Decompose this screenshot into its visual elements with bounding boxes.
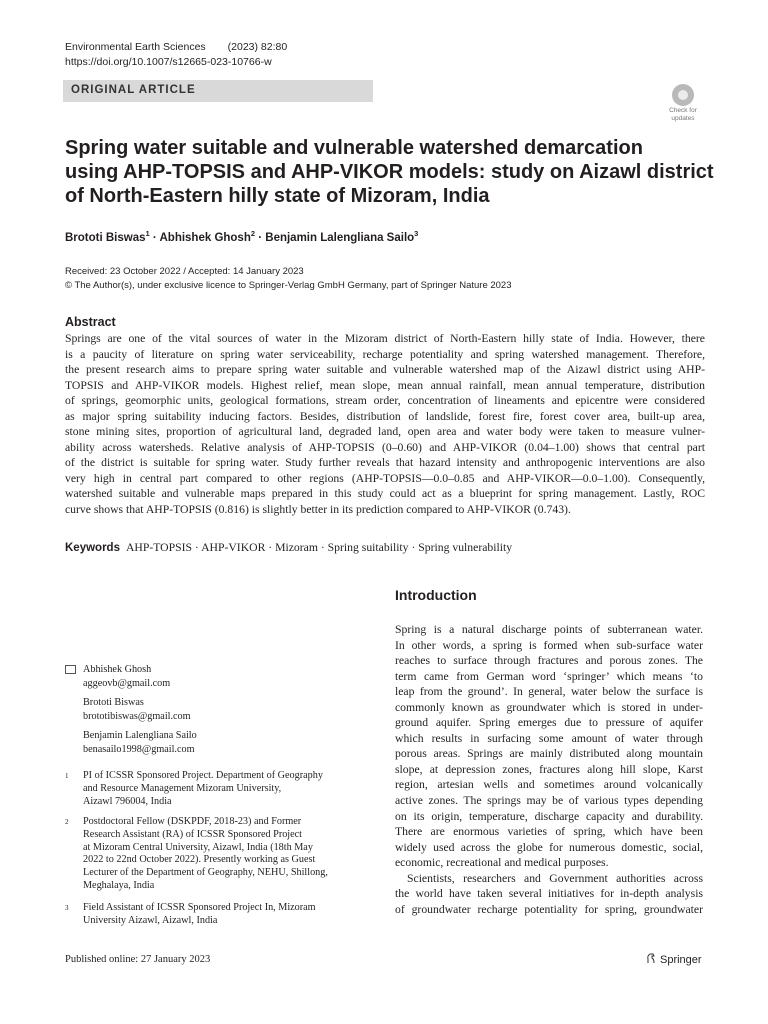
introduction-line: slope, at depression zones, fractures along hill slope, Karst [395, 762, 703, 776]
author-separator: · [149, 231, 160, 244]
keywords-line [65, 541, 512, 554]
introduction-line: Scientists, researchers and Government authorities across [407, 871, 703, 885]
introduction-line: There are enormous varieties of spring, which have been [395, 825, 703, 839]
author-list [65, 229, 418, 244]
contact-block [65, 663, 197, 762]
contact-entry [83, 696, 197, 723]
introduction-line: on its origin, temperature, discharge capacity and durability. [395, 809, 703, 823]
abstract-line: of springs, geomorphic units, geological formations, stream order, concentration of lineaments and epicentre were considered [65, 394, 705, 407]
affiliation-line: University Aizawl, Aizawl, India [83, 914, 218, 926]
introduction-line: porous areas. Springs are mainly distributed along mountain [395, 747, 703, 761]
introduction-line: commonly known as groundwater which is stored in under- [395, 700, 703, 714]
abstract-line: TOPSIS and AHP-VIKOR models. Highest relief, mean slope, mean annual rainfall, mean annual temperature, distribution [65, 378, 705, 392]
doi-link[interactable]: https://doi.org/10.1007/s12665-023-10766-w [65, 56, 272, 68]
introduction-line: economic, recreational and medical purposes. [395, 856, 609, 870]
affiliation-number: 3 [65, 904, 69, 912]
published-online: Published online: 27 January 2023 [65, 954, 211, 965]
article-title [65, 136, 714, 208]
affiliation-line: Lecturer of the Department of Geography, NEHU, Shillong, [83, 867, 328, 879]
introduction-line: leap from the ground’. In general, water below the surface is [395, 685, 703, 699]
affiliation-line: PI of ICSSR Sponsored Project. Department of Geography [83, 770, 323, 781]
abstract-line: is a paucity of literature on spring water serviceability, recharge potentiality and spring watershed management. Therefore, [65, 347, 705, 361]
author-name[interactable]: Abhishek Ghosh [159, 231, 251, 244]
affiliation-number: 1 [65, 772, 69, 780]
title-line: using AHP-TOPSIS and AHP-VIKOR models: study on Aizawl district [65, 161, 714, 183]
introduction-line: widely used across the globe for numerous domestic, social, [395, 840, 703, 854]
author-affiliation-marker: 2 [250, 229, 256, 238]
abstract-line: watershed suitable and vulnerable maps prepared in this study could act as a blueprint for spring management. Lastly, ROC [65, 487, 705, 500]
keywords-label: Keywords [65, 542, 120, 554]
abstract-line: Springs are one of the vital sources of water in the Mizoram district of North-Eastern hilly state of India. However, there [65, 332, 705, 345]
affiliation-line: and Resource Management Mizoram University, [83, 782, 282, 794]
article-type-bar [63, 80, 373, 102]
copyright-line: © The Author(s), under exclusive licence to Springer-Verlag GmbH Germany, part of Springer Nature 2023 [65, 280, 512, 291]
check-for-updates-icon [672, 84, 694, 106]
journal-name: Environmental Earth Sciences [65, 41, 206, 53]
publisher-name: Springer [660, 954, 702, 966]
affiliation-number: 2 [65, 818, 69, 826]
abstract-line: very high in central part compared to other regions (AHP-TOPSIS—0.0–0.85 and AHP-VIKOR—0.0–1.00). Consequently, [65, 471, 705, 485]
contact-email[interactable]: aggeovb@gmail.com [83, 677, 171, 689]
abstract-body [65, 331, 705, 517]
introduction-line: which results in surfacing some amount of water through [395, 731, 703, 745]
introduction-line: In other words, a spring is formed when sub-surface water [395, 638, 703, 652]
abstract-line: as major spring suitability inducing factors. Besides, distribution of landslide, forest fire, forest cover area, built-up area, [65, 409, 705, 423]
author-name[interactable]: Brototi Biswas [65, 231, 146, 244]
dates-block [65, 265, 512, 293]
springer-horse-icon [646, 953, 656, 964]
introduction-line: active zones. The springs may be of various types depending [395, 794, 703, 808]
affiliation-line: Research Assistant (RA) of ICSSR Sponsored Project [83, 828, 303, 840]
check-for-updates-badge[interactable] [664, 84, 702, 124]
title-line: Spring water suitable and vulnerable watershed demarcation [65, 137, 643, 159]
journal-header [65, 41, 287, 53]
introduction-body [395, 622, 703, 917]
introduction-line: of groundwater recharge potentiality for spring, groundwater [395, 902, 703, 916]
publisher-logo [646, 953, 702, 966]
abstract-line: curve shows that AHP-TOPSIS (0.816) is slightly better in its prediction compared to AHP-VIKOR (0.743). [65, 502, 571, 516]
contact-email[interactable]: brototibiswas@gmail.com [83, 710, 191, 722]
abstract-line: stone mining sites, proportion of agricultural land, degraded land, open area and water body were taken to measure vulner- [65, 425, 705, 438]
affiliation-line: Aizawl 796004, India [83, 795, 172, 807]
abstract-line: of the district is suitable for spring water. Study further reveals that hazard intensity and anthropogenic interventions are also [65, 456, 705, 469]
affiliation-line: at Mizoram Central University, Aizawl, India (18th May [83, 841, 313, 853]
introduction-line: Spring is a natural discharge points of subterranean water. [395, 623, 703, 636]
author-affiliation-marker: 3 [414, 229, 419, 238]
affiliation-line: 2022 to 22nd October 2022). Presently working as Guest [83, 854, 316, 866]
envelope-icon [65, 665, 76, 674]
keywords-text: AHP-TOPSIS · AHP-VIKOR · Mizoram · Spring suitability · Spring vulnerability [125, 541, 513, 554]
contact-name: Brototi Biswas [83, 697, 144, 708]
contact-name: Abhishek Ghosh [83, 664, 152, 675]
contact-entry [83, 663, 197, 690]
introduction-heading: Introduction [395, 587, 477, 603]
affiliation-line: Meghalaya, India [83, 879, 155, 891]
badge-line-2: updates [671, 115, 695, 122]
abstract-line: the present research aims to prepare spring water suitable and vulnerable watershed map of the Aizawl district using AHP- [65, 363, 705, 376]
journal-volume: (2023) 82:80 [227, 41, 288, 53]
introduction-line: term came from German word ‘springer’ which means ‘to [395, 669, 703, 683]
affiliation-line: Postdoctoral Fellow (DSKPDF, 2018-23) and Former [83, 816, 302, 827]
abstract-line: ability across watersheds. Relative analysis of AHP-TOPSIS (0–0.60) and AHP-VIKOR (0.04–1.00) shows that central part [65, 440, 705, 454]
article-type: ORIGINAL ARTICLE [71, 84, 196, 96]
author-name[interactable]: Benjamin Lalengliana Sailo [265, 231, 415, 244]
badge-line-1: Check for [669, 107, 697, 114]
introduction-line: reaches to surface through fractures and porous zones. The [395, 654, 703, 668]
contact-name: Benjamin Lalengliana Sailo [83, 730, 197, 741]
received-accepted: Received: 23 October 2022 / Accepted: 14 January 2023 [65, 266, 304, 277]
introduction-line: the world have taken several initiatives for in-depth analysis [395, 887, 703, 901]
affiliation-line: Field Assistant of ICSSR Sponsored Project In, Mizoram [83, 902, 316, 913]
author-separator: · [255, 231, 266, 244]
contact-email[interactable]: benasailo1998@gmail.com [83, 743, 195, 755]
introduction-line: region, artesian wells and sometimes around volcanically [395, 778, 703, 792]
author-affiliation-marker: 1 [145, 229, 150, 238]
title-line: of North-Eastern hilly state of Mizoram, India [65, 185, 490, 207]
introduction-line: ground aquifer. Spring emerges due to pressure of aquifer [395, 716, 703, 730]
contact-entry [83, 729, 197, 756]
abstract-heading: Abstract [65, 315, 116, 329]
